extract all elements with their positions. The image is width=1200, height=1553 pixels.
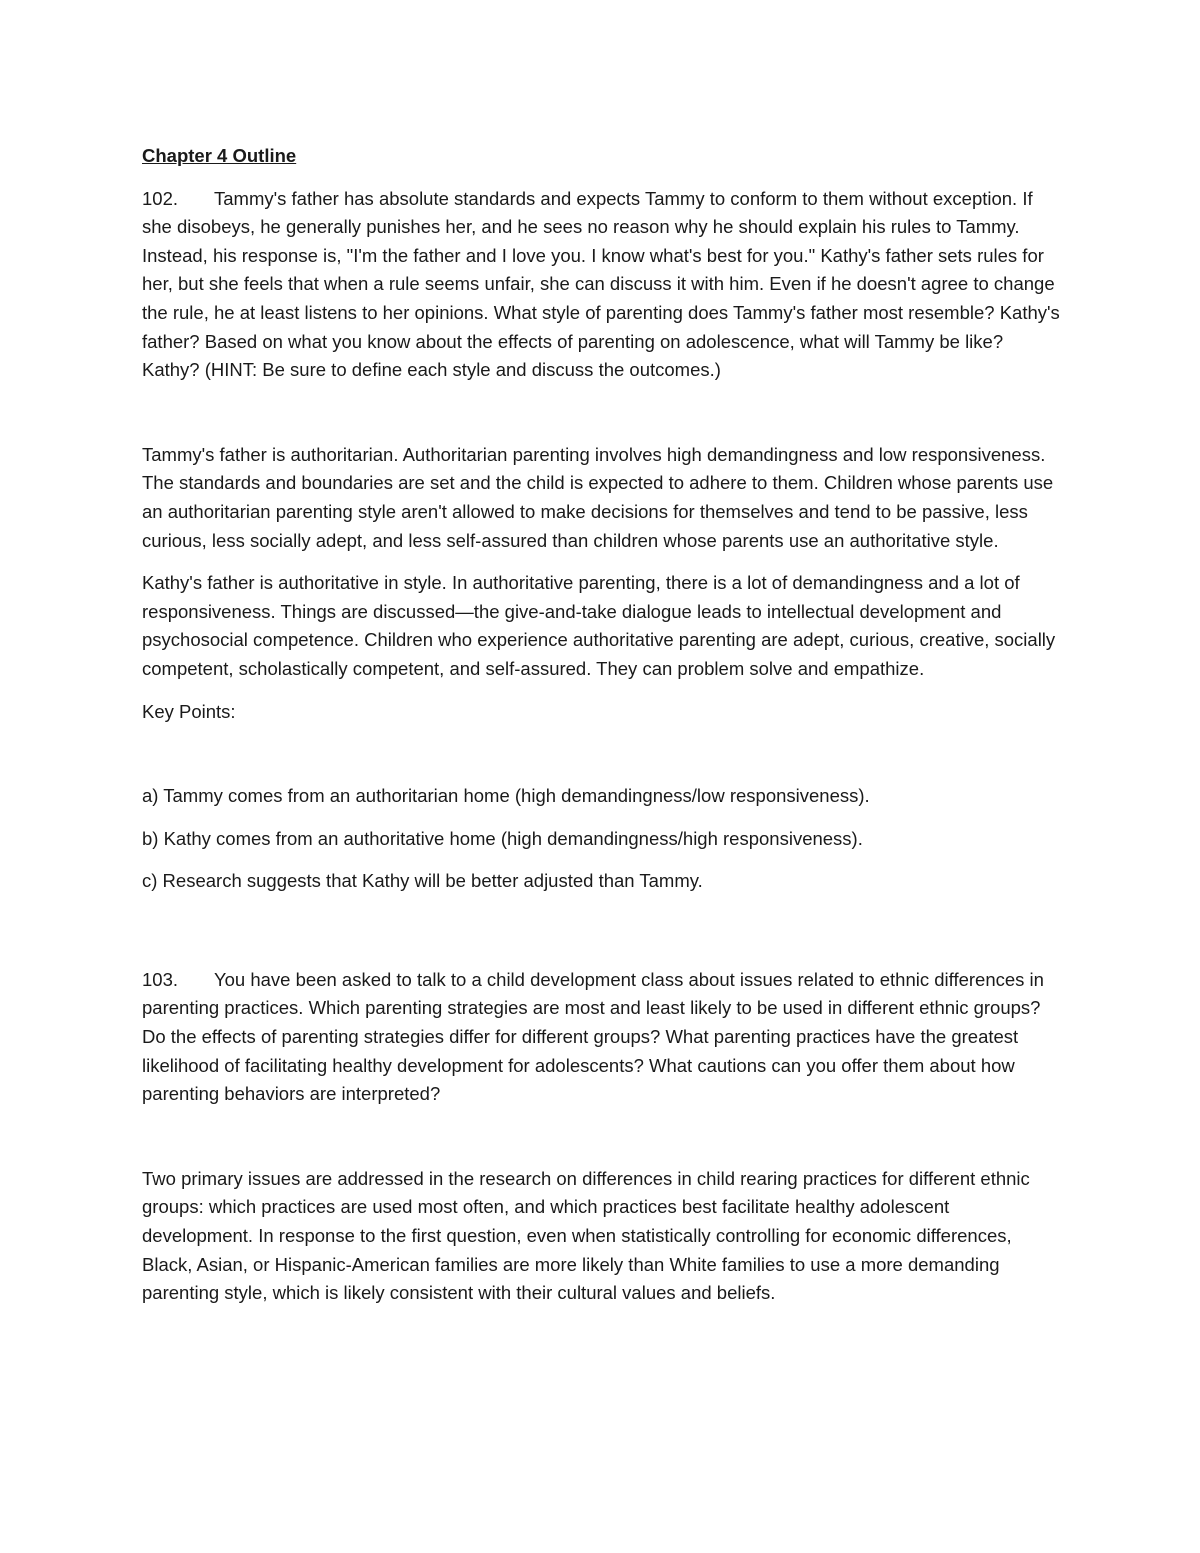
- key-point-item: a) Tammy comes from an authoritarian home (high demandingness/low responsiveness).: [142, 785, 870, 807]
- answer-paragraph: Tammy's father is authoritarian. Authoritarian parenting involves high demandingness and low responsiveness. The standards and boundaries are set and the child is expected to adhere to them. Children whose parents use an authoritarian parenting style aren't allowed to make decisions for themselves and tend to be passive, less curious, less socially adept, and less self-assured than children whose parents use an authoritative style.: [142, 443, 1054, 551]
- document-body: [142, 142, 1062, 1322]
- spacer: [142, 385, 1062, 441]
- question-text: You have been asked to talk to a child development class about issues related to ethnic differences in parenting practices. Which parenting strategies are most and least likely to be used in different ethnic groups? Do the effects of parenting strategies differ for different groups? What parenting practices have the greatest likelihood of facilitating healthy development for adolescents? What cautions can you offer them about how parenting behaviors are interpreted?: [142, 968, 1044, 1105]
- answer-paragraph: Two primary issues are addressed in the research on differences in child rearing practices for different ethnic groups: which practices are used most often, and which practices best facilitate healthy adolescent development. In response to the first question, even when statistically controlling for economic differences, Black, Asian, or Hispanic-American families are more likely than White families to use a more demanding parenting style, which is likely consistent with their cultural values and beliefs.: [142, 1167, 1030, 1304]
- spacer: [142, 1109, 1062, 1165]
- key-point-item: b) Kathy comes from an authoritative home (high demandingness/high responsiveness).: [142, 827, 863, 849]
- answer-paragraph: Kathy's father is authoritative in style. In authoritative parenting, there is a lot of demandingness and a lot of responsiveness. Things are discussed—the give-and-take dialogue leads to intellectual development and psychosocial competence. Children who experience authoritative parenting are adept, curious, creative, socially competent, scholastically competent, and self-assured. They can problem solve and empathize.: [142, 572, 1056, 679]
- question-102: [142, 185, 1062, 385]
- question-text: Tammy's father has absolute standards and expects Tammy to conform to them without exception. If she disobeys, he generally punishes her, and he sees no reason why he should explain his rules to Tammy. Instead, his response is, "I'm the father and I love you. I know what's best for you." Kathy's father sets rules for her, but she feels that when a rule seems unfair, she can discuss it with him. Even if he doesn't agree to change the rule, he at least listens to her opinions. What style of parenting does Tammy's father most resemble? Kathy's father? Based on what you know about the effects of parenting on adolescence, what will Tammy be like? Kathy? (HINT: Be sure to define each style and discuss the outcomes.): [142, 187, 1060, 381]
- spacer: [142, 740, 1062, 782]
- question-number: 102.: [142, 187, 179, 209]
- question-number: 103.: [142, 968, 179, 990]
- key-points-heading: Key Points:: [142, 700, 236, 722]
- spacer: [142, 910, 1062, 966]
- question-103: [142, 966, 1062, 1109]
- key-point-item: c) Research suggests that Kathy will be better adjusted than Tammy.: [142, 870, 703, 892]
- document-title: Chapter 4 Outline: [142, 145, 297, 166]
